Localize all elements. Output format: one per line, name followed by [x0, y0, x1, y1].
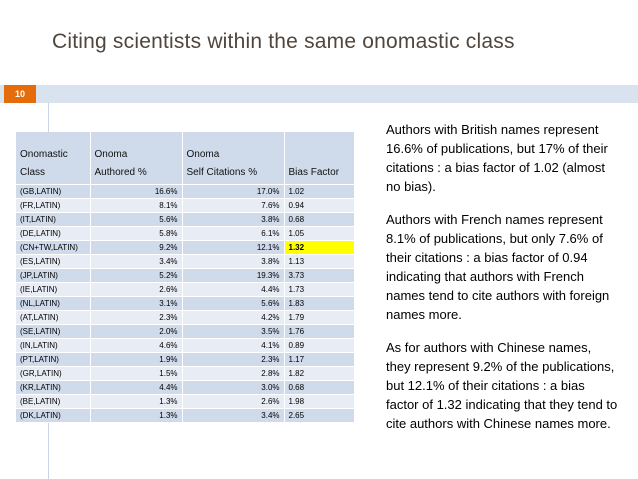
bias-factor-cell: 1.83: [284, 297, 354, 311]
table-row: [16, 199, 354, 213]
bias-factor-cell: 1.73: [284, 283, 354, 297]
table-row: [16, 367, 354, 381]
slide-number: 10: [4, 85, 36, 103]
class-cell: (GR,LATIN): [16, 367, 90, 381]
table-row: [16, 283, 354, 297]
bias-factor-cell: 0.68: [284, 213, 354, 227]
self-citations-cell: 3.5%: [182, 325, 284, 339]
class-cell: (GB,LATIN): [16, 185, 90, 199]
bias-factor-cell: 1.17: [284, 353, 354, 367]
authored-cell: 1.3%: [90, 409, 182, 423]
authored-cell: 4.6%: [90, 339, 182, 353]
self-citations-cell: 2.8%: [182, 367, 284, 381]
class-cell: (FR,LATIN): [16, 199, 90, 213]
table-row: [16, 381, 354, 395]
header-band: [0, 85, 638, 103]
authored-cell: 9.2%: [90, 241, 182, 255]
table-row: [16, 409, 354, 423]
self-citations-cell: 12.1%: [182, 241, 284, 255]
class-cell: (JP,LATIN): [16, 269, 90, 283]
onomastic-table: [16, 132, 355, 423]
self-citations-cell: 5.6%: [182, 297, 284, 311]
class-cell: (IN,LATIN): [16, 339, 90, 353]
table-header-row: [16, 132, 354, 185]
bias-factor-cell: 0.68: [284, 381, 354, 395]
self-citations-cell: 3.0%: [182, 381, 284, 395]
authored-cell: 3.4%: [90, 255, 182, 269]
self-citations-cell: 3.4%: [182, 409, 284, 423]
table-row: [16, 339, 354, 353]
authored-cell: 5.6%: [90, 213, 182, 227]
bias-factor-cell: 0.89: [284, 339, 354, 353]
class-cell: (IE,LATIN): [16, 283, 90, 297]
self-citations-cell: 2.6%: [182, 395, 284, 409]
class-cell: (ES,LATIN): [16, 255, 90, 269]
table-row: [16, 353, 354, 367]
paragraph-chinese: As for authors with Chinese names, they represent 9.2% of the publications, but 12.1% of their citations : a bias factor of 1.32 indicating that they tend to cite authors with Chinese names more.: [386, 340, 618, 431]
bias-factor-cell: 1.13: [284, 255, 354, 269]
class-cell: (DK,LATIN): [16, 409, 90, 423]
class-cell: (AT,LATIN): [16, 311, 90, 325]
table-row: [16, 213, 354, 227]
authored-cell: 4.4%: [90, 381, 182, 395]
self-citations-cell: 2.3%: [182, 353, 284, 367]
table-row: [16, 269, 354, 283]
self-citations-cell: 6.1%: [182, 227, 284, 241]
commentary: [386, 120, 618, 447]
bias-factor-cell: 1.79: [284, 311, 354, 325]
authored-cell: 2.3%: [90, 311, 182, 325]
self-citations-cell: 4.1%: [182, 339, 284, 353]
table-row: [16, 185, 354, 199]
bias-factor-cell: 1.32: [284, 241, 354, 255]
authored-cell: 5.2%: [90, 269, 182, 283]
bias-factor-cell: 2.65: [284, 409, 354, 423]
bias-factor-cell: 3.73: [284, 269, 354, 283]
table-row: [16, 395, 354, 409]
bias-factor-cell: 1.76: [284, 325, 354, 339]
authored-cell: 2.6%: [90, 283, 182, 297]
class-cell: (KR,LATIN): [16, 381, 90, 395]
class-cell: (SE,LATIN): [16, 325, 90, 339]
bias-factor-cell: 1.02: [284, 185, 354, 199]
table-row: [16, 241, 354, 255]
table-row: [16, 227, 354, 241]
self-citations-cell: 4.2%: [182, 311, 284, 325]
header-cell: Onoma Self Citations %: [182, 132, 284, 185]
bias-factor-cell: 0.94: [284, 199, 354, 213]
bias-factor-cell: 1.05: [284, 227, 354, 241]
paragraph-british: Authors with British names represent 16.6% of publications, but 17% of their citations : a bias factor of 1.02 (almost no bias).: [386, 122, 608, 194]
class-cell: (IT,LATIN): [16, 213, 90, 227]
self-citations-cell: 17.0%: [182, 185, 284, 199]
self-citations-cell: 3.8%: [182, 255, 284, 269]
self-citations-cell: 7.6%: [182, 199, 284, 213]
self-citations-cell: 19.3%: [182, 269, 284, 283]
table-row: [16, 297, 354, 311]
header-cell: Onomastic Class: [16, 132, 90, 185]
self-citations-cell: 3.8%: [182, 213, 284, 227]
table-row: [16, 311, 354, 325]
table-row: [16, 325, 354, 339]
class-cell: (DE,LATIN): [16, 227, 90, 241]
authored-cell: 1.9%: [90, 353, 182, 367]
authored-cell: 8.1%: [90, 199, 182, 213]
authored-cell: 16.6%: [90, 185, 182, 199]
bias-factor-cell: 1.98: [284, 395, 354, 409]
authored-cell: 3.1%: [90, 297, 182, 311]
authored-cell: 2.0%: [90, 325, 182, 339]
class-cell: (BE,LATIN): [16, 395, 90, 409]
authored-cell: 5.8%: [90, 227, 182, 241]
class-cell: (CN+TW,LATIN): [16, 241, 90, 255]
authored-cell: 1.3%: [90, 395, 182, 409]
slide-title: Citing scientists within the same onomastic class: [52, 30, 515, 53]
class-cell: (PT,LATIN): [16, 353, 90, 367]
header-cell: Bias Factor: [284, 132, 354, 185]
bias-factor-cell: 1.82: [284, 367, 354, 381]
header-cell: Onoma Authored %: [90, 132, 182, 185]
paragraph-french: Authors with French names represent 8.1% of publications, but only 7.6% of their citations : a bias factor of 0.94 indicating that authors with French names tend to cite authors with foreign names more.: [386, 212, 610, 322]
authored-cell: 1.5%: [90, 367, 182, 381]
class-cell: (NL,LATIN): [16, 297, 90, 311]
table-row: [16, 255, 354, 269]
self-citations-cell: 4.4%: [182, 283, 284, 297]
